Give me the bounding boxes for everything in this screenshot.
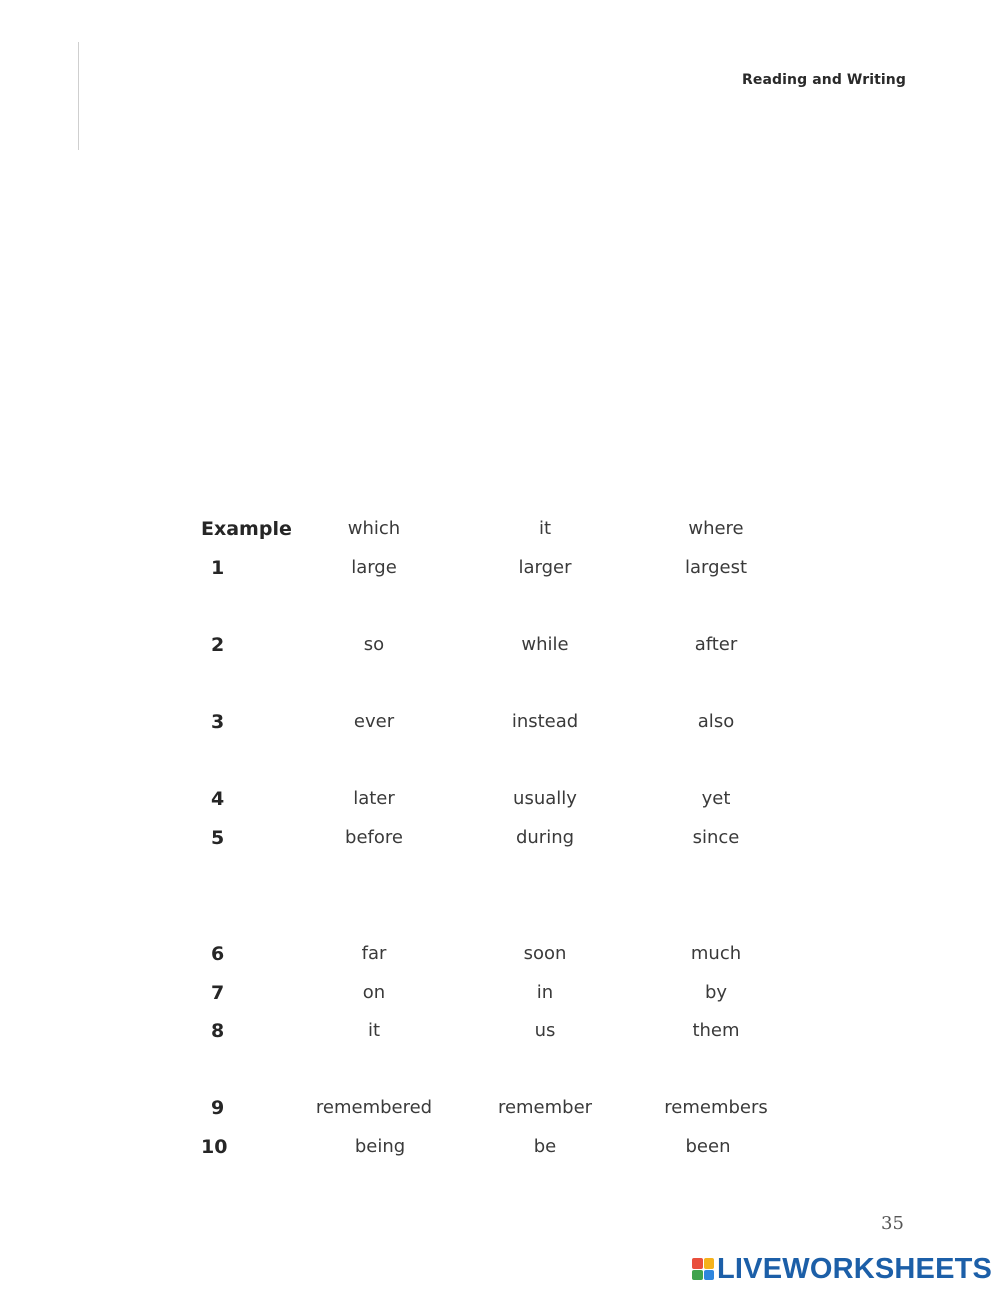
table-row — [0, 557, 1000, 587]
option-b: remember — [497, 1097, 593, 1118]
option-a: ever — [353, 711, 395, 732]
row-label: 6 — [211, 943, 225, 965]
brand-name: LIVEWORKSHEETS — [717, 1252, 993, 1285]
table-row-example — [0, 518, 1000, 548]
option-b: in — [536, 982, 554, 1003]
liveworksheets-logo-icon — [692, 1258, 714, 1280]
page-number: 35 — [881, 1213, 904, 1234]
option-b: during — [515, 827, 575, 848]
option-a: remembered — [315, 1097, 433, 1118]
row-label: 7 — [211, 982, 225, 1004]
option-c: since — [692, 827, 740, 848]
table-row — [0, 1136, 1000, 1166]
row-label: Example — [201, 518, 292, 540]
table-row — [0, 711, 1000, 741]
row-label: 3 — [211, 711, 225, 733]
option-b: while — [521, 634, 569, 655]
table-row — [0, 1097, 1000, 1127]
option-c: been — [685, 1136, 731, 1157]
row-label: 9 — [211, 1097, 225, 1119]
option-a: which — [347, 518, 401, 539]
option-c: after — [694, 634, 738, 655]
table-row — [0, 943, 1000, 973]
option-a: large — [351, 557, 397, 578]
option-a: far — [361, 943, 387, 964]
option-a: so — [363, 634, 385, 655]
margin-line — [78, 42, 79, 150]
option-a: being — [354, 1136, 406, 1157]
option-b: be — [533, 1136, 557, 1157]
option-a: before — [345, 827, 403, 848]
table-row — [0, 634, 1000, 664]
option-b: usually — [513, 788, 577, 809]
table-row — [0, 982, 1000, 1012]
option-c: by — [704, 982, 728, 1003]
row-label: 5 — [211, 827, 225, 849]
option-b: it — [538, 518, 552, 539]
option-b: us — [534, 1020, 556, 1041]
option-b: soon — [523, 943, 567, 964]
option-c: also — [697, 711, 735, 732]
row-label: 1 — [211, 557, 225, 579]
option-b: larger — [518, 557, 572, 578]
table-row — [0, 788, 1000, 818]
option-c: them — [692, 1020, 740, 1041]
option-c: remembers — [664, 1097, 768, 1118]
option-c: where — [688, 518, 744, 539]
option-c: largest — [684, 557, 748, 578]
section-title: Reading and Writing — [742, 72, 906, 88]
table-row — [0, 827, 1000, 857]
option-c: yet — [701, 788, 731, 809]
row-label: 10 — [201, 1136, 228, 1158]
option-a: on — [362, 982, 386, 1003]
option-a: later — [353, 788, 395, 809]
table-row — [0, 1020, 1000, 1050]
option-a: it — [367, 1020, 381, 1041]
option-b: instead — [511, 711, 579, 732]
liveworksheets-brand[interactable] — [692, 1254, 992, 1284]
option-c: much — [690, 943, 742, 964]
row-label: 2 — [211, 634, 225, 656]
row-label: 8 — [211, 1020, 225, 1042]
row-label: 4 — [211, 788, 225, 810]
